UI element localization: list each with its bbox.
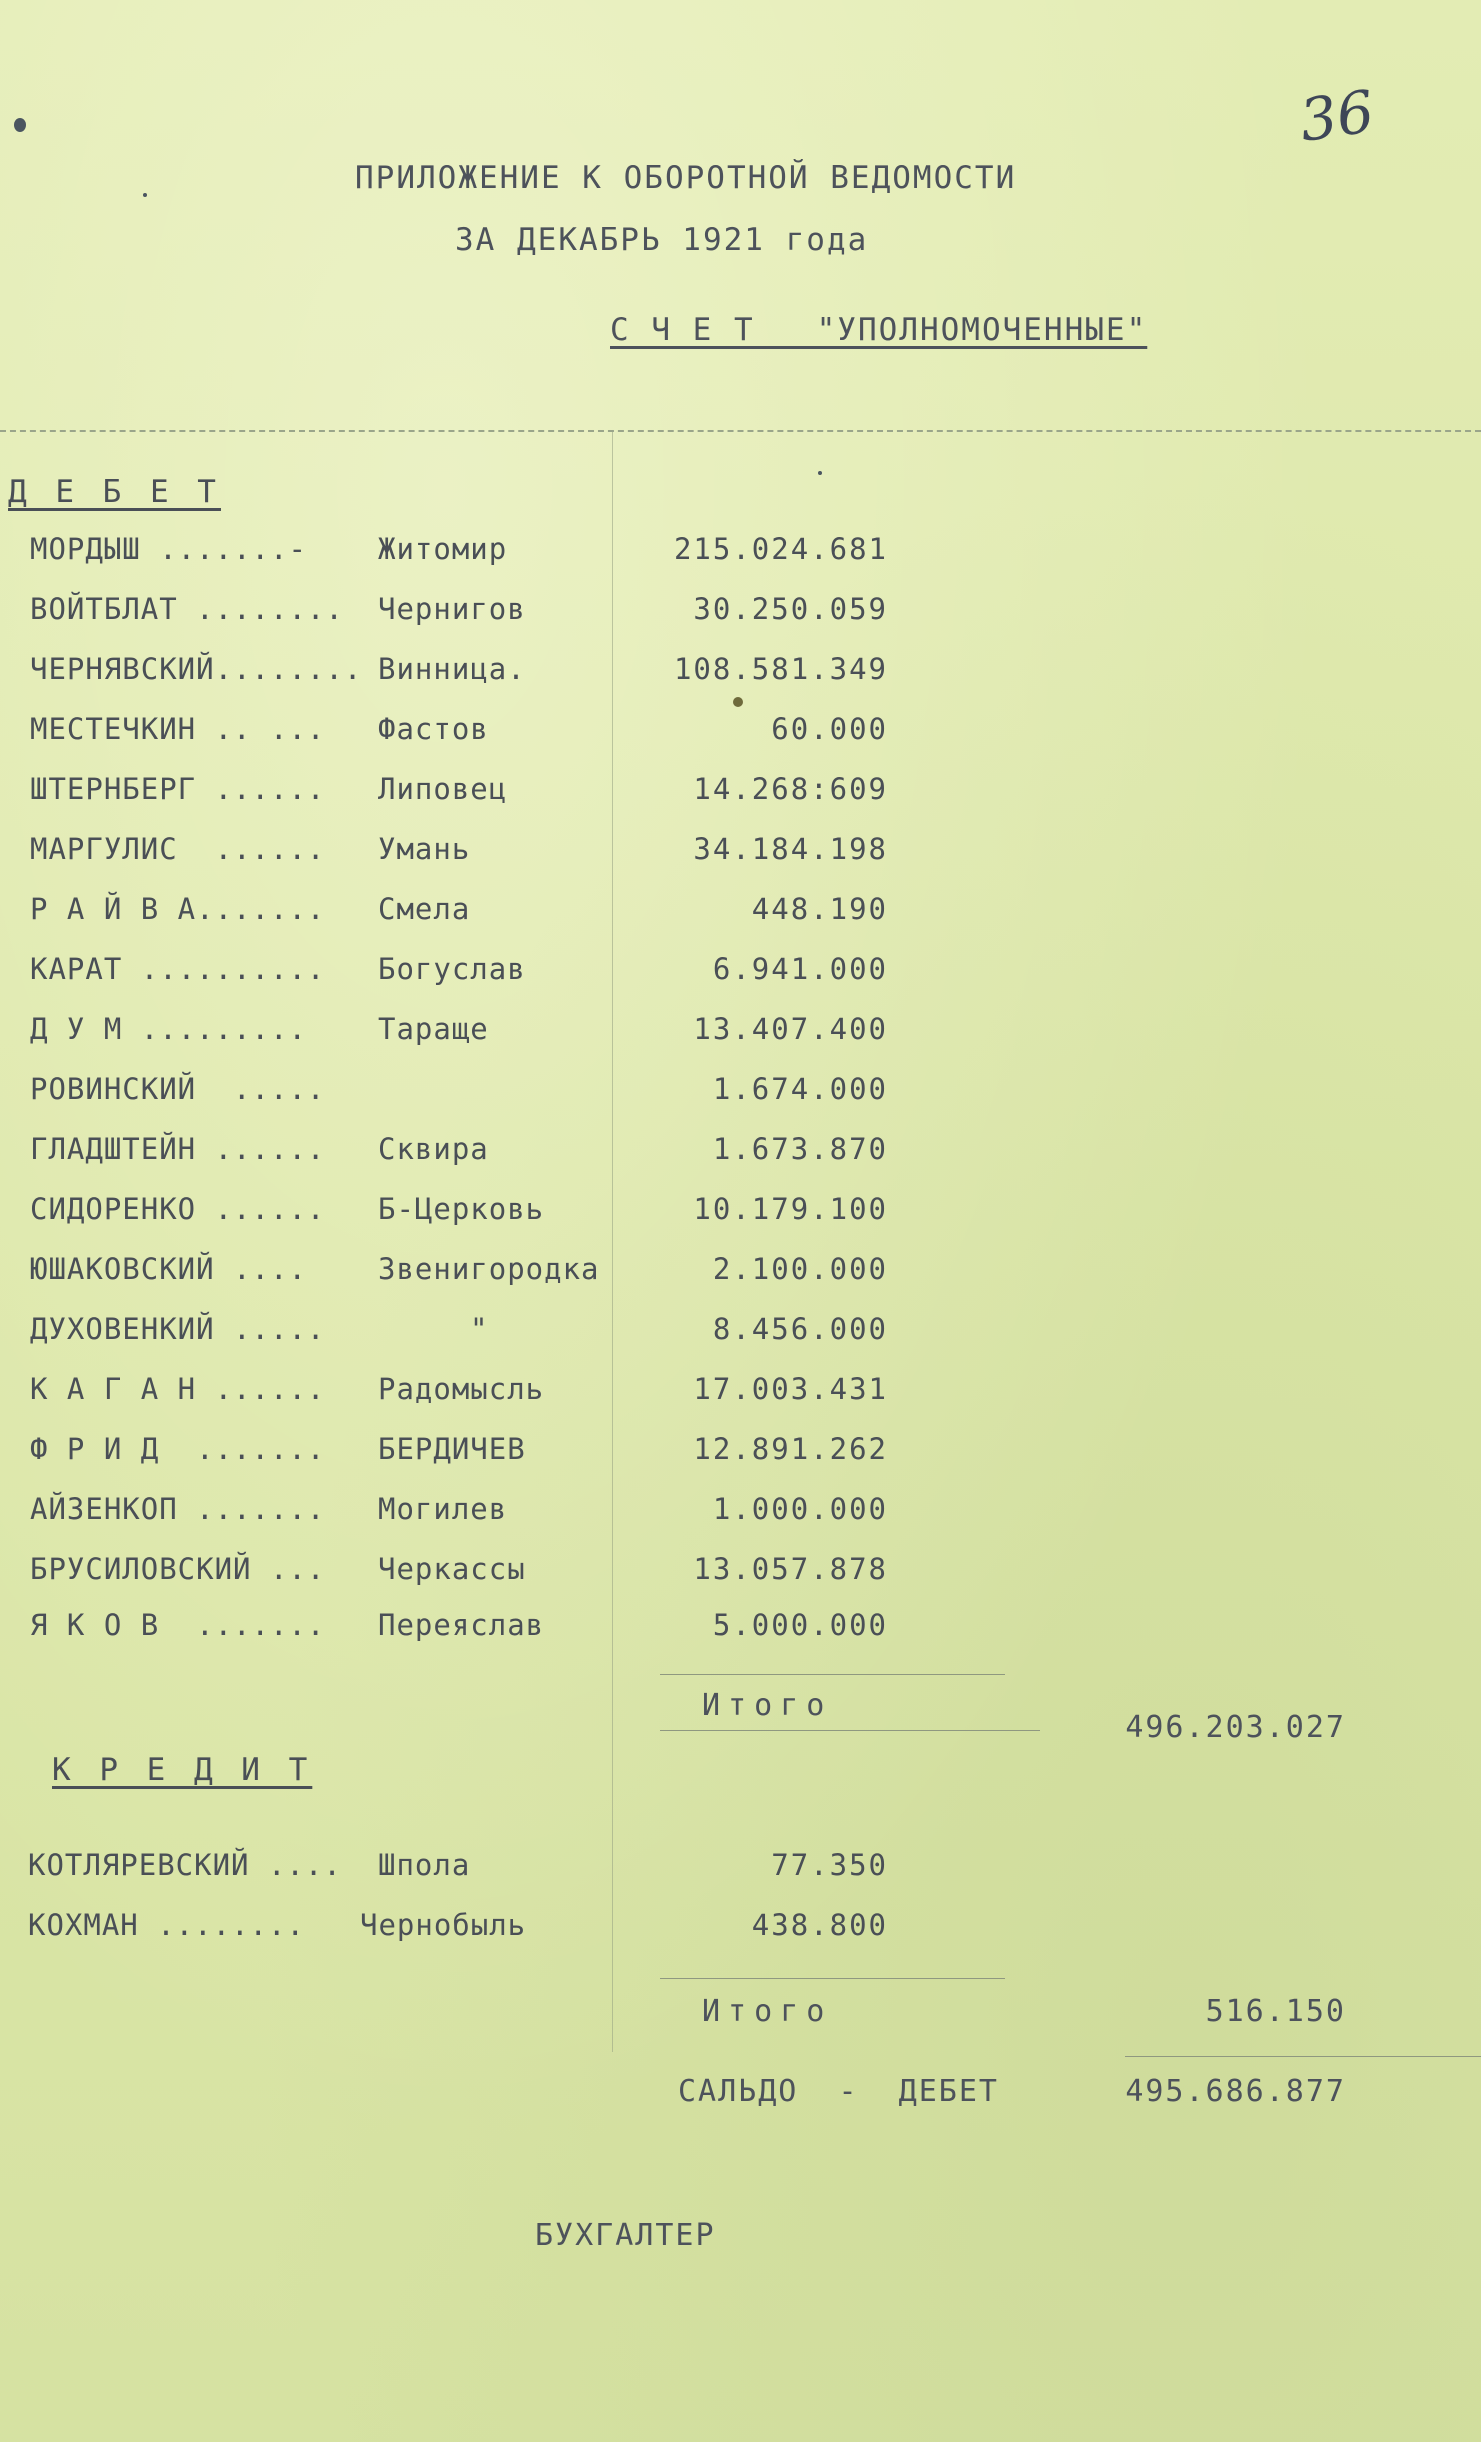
row-leader: .... bbox=[214, 1252, 307, 1286]
debit-row bbox=[0, 772, 1481, 812]
row-leader: ........ bbox=[214, 652, 363, 686]
credit-row bbox=[0, 1908, 1481, 1948]
debit-row bbox=[0, 1432, 1481, 1472]
row-name: БРУСИЛОВСКИЙ bbox=[30, 1552, 252, 1586]
row-city: Смела bbox=[378, 892, 471, 926]
row-name: КОТЛЯРЕВСКИЙ bbox=[28, 1848, 250, 1882]
ink-speck bbox=[733, 697, 743, 707]
credit-total-amount: 516.150 bbox=[1205, 1994, 1346, 2029]
row-leader: ...... bbox=[196, 1132, 326, 1166]
row-city: Чернобыль bbox=[360, 1908, 527, 1942]
row-leader: ........ bbox=[138, 1908, 305, 1942]
debit-row bbox=[0, 1192, 1481, 1232]
row-amount: 8.456.000 bbox=[712, 1312, 888, 1346]
row-name: ШТЕРНБЕРГ bbox=[30, 772, 197, 806]
row-amount: 60.000 bbox=[771, 712, 888, 746]
debit-row bbox=[0, 1012, 1481, 1052]
row-leader: .. ... bbox=[196, 712, 326, 746]
row-amount: 448.190 bbox=[751, 892, 888, 926]
row-name: К А Г А Н bbox=[30, 1372, 197, 1406]
debit-row bbox=[0, 832, 1481, 872]
page-number: 36 bbox=[1295, 77, 1379, 155]
row-leader: .......... bbox=[122, 952, 326, 986]
row-amount: 10.179.100 bbox=[693, 1192, 888, 1226]
row-amount: 215.024.681 bbox=[673, 532, 888, 566]
row-name: МЕСТЕЧКИН bbox=[30, 712, 197, 746]
row-amount: 17.003.431 bbox=[693, 1372, 888, 1406]
row-city: Сквира bbox=[378, 1132, 489, 1166]
row-name: ГЛАДШТЕЙН bbox=[30, 1132, 197, 1166]
saldo-label: САЛЬДО - ДЕБЕТ bbox=[678, 2074, 999, 2109]
row-leader: ........ bbox=[177, 592, 344, 626]
row-leader: ...... bbox=[196, 1192, 326, 1226]
row-amount: 12.891.262 bbox=[693, 1432, 888, 1466]
row-amount: 438.800 bbox=[751, 1908, 888, 1942]
subtotal-rule bbox=[660, 1978, 1005, 1979]
ink-speck bbox=[143, 193, 147, 197]
row-city: Житомир bbox=[378, 532, 508, 566]
debit-row bbox=[0, 592, 1481, 632]
credit-title: К Р Е Д И Т bbox=[52, 1752, 313, 1788]
row-name: СИДОРЕНКО bbox=[30, 1192, 197, 1226]
ink-speck bbox=[14, 118, 26, 132]
row-leader: ...... bbox=[196, 772, 326, 806]
row-name: МАРГУЛИС bbox=[30, 832, 178, 866]
debit-row bbox=[0, 1492, 1481, 1532]
row-name: ЧЕРНЯВСКИЙ bbox=[30, 652, 215, 686]
row-amount: 2.100.000 bbox=[712, 1252, 888, 1286]
row-name: Ф Р И Д bbox=[30, 1432, 160, 1466]
row-leader: .......- bbox=[140, 532, 307, 566]
ink-speck bbox=[818, 471, 822, 475]
row-leader: ...... bbox=[196, 1372, 326, 1406]
debit-total-label: Итого bbox=[702, 1688, 833, 1723]
row-amount: 1.673.870 bbox=[712, 1132, 888, 1166]
document-title: ПРИЛОЖЕНИЕ К ОБОРОТНОЙ ВЕДОМОСТИ bbox=[355, 160, 1017, 196]
saldo-rule bbox=[1125, 2056, 1481, 2057]
row-city: БЕРДИЧЕВ bbox=[378, 1432, 526, 1466]
credit-total-label: Итого bbox=[702, 1994, 833, 2029]
row-amount: 1.000.000 bbox=[712, 1492, 888, 1526]
row-name: АЙЗЕНКОП bbox=[30, 1492, 178, 1526]
row-amount: 108.581.349 bbox=[673, 652, 888, 686]
row-name: ДУХОВЕНКИЙ bbox=[30, 1312, 215, 1346]
row-amount: 5.000.000 bbox=[712, 1608, 888, 1642]
row-name: КОХМАН bbox=[28, 1908, 139, 1942]
row-leader: ...... bbox=[177, 832, 326, 866]
row-city: Переяслав bbox=[378, 1608, 545, 1642]
row-leader: ..... bbox=[214, 1312, 326, 1346]
row-city: Радомысль bbox=[378, 1372, 545, 1406]
debit-title: Д Е Б Е Т bbox=[8, 474, 221, 510]
debit-row bbox=[0, 892, 1481, 932]
row-city: " bbox=[470, 1312, 489, 1346]
row-city: Могилев bbox=[378, 1492, 508, 1526]
document-period: ЗА ДЕКАБРЬ 1921 года bbox=[455, 222, 869, 258]
row-amount: 14.268:609 bbox=[693, 772, 888, 806]
row-city: Богуслав bbox=[378, 952, 526, 986]
accountant-signature-label: БУХГАЛТЕР bbox=[535, 2218, 716, 2253]
row-leader: .... bbox=[249, 1848, 342, 1882]
debit-row bbox=[0, 1252, 1481, 1292]
row-city: Фастов bbox=[378, 712, 489, 746]
row-city: Б-Церковь bbox=[378, 1192, 545, 1226]
row-city: Липовец bbox=[378, 772, 508, 806]
row-leader: ..... bbox=[196, 1072, 326, 1106]
subtotal-rule bbox=[660, 1674, 1005, 1675]
row-city: Черкассы bbox=[378, 1552, 526, 1586]
row-city: Таращe bbox=[378, 1012, 489, 1046]
row-leader: ....... bbox=[159, 1608, 326, 1642]
row-city: Чернигов bbox=[378, 592, 526, 626]
debit-row bbox=[0, 532, 1481, 572]
row-city: Шпола bbox=[378, 1848, 471, 1882]
row-name: Я К О В bbox=[30, 1608, 160, 1642]
row-name: МОРДЫШ bbox=[30, 532, 141, 566]
credit-row bbox=[0, 1848, 1481, 1888]
row-name: Р А Й В А bbox=[30, 892, 197, 926]
row-city: Звенигородка bbox=[378, 1252, 600, 1286]
row-name: КАРАТ bbox=[30, 952, 123, 986]
row-name: Д У М bbox=[30, 1012, 123, 1046]
row-city: Умань bbox=[378, 832, 471, 866]
account-title: С Ч Е Т "УПОЛНОМОЧЕННЫЕ" bbox=[610, 312, 1148, 348]
row-amount: 13.407.400 bbox=[693, 1012, 888, 1046]
debit-row bbox=[0, 1372, 1481, 1412]
divider-line bbox=[0, 430, 1481, 432]
debit-row bbox=[0, 712, 1481, 752]
row-amount: 77.350 bbox=[771, 1848, 888, 1882]
row-leader: ....... bbox=[196, 892, 326, 926]
subtotal-rule bbox=[660, 1730, 1040, 1731]
row-leader: ......... bbox=[122, 1012, 307, 1046]
row-name: ЮШАКОВСКИЙ bbox=[30, 1252, 215, 1286]
row-amount: 1.674.000 bbox=[712, 1072, 888, 1106]
row-leader: ... bbox=[251, 1552, 326, 1586]
row-leader: ....... bbox=[177, 1492, 326, 1526]
debit-row bbox=[0, 1608, 1481, 1648]
debit-row bbox=[0, 1132, 1481, 1172]
row-name: ВОЙТБЛАТ bbox=[30, 592, 178, 626]
row-amount: 30.250.059 bbox=[693, 592, 888, 626]
row-amount: 13.057.878 bbox=[693, 1552, 888, 1586]
debit-row bbox=[0, 952, 1481, 992]
debit-row bbox=[0, 1312, 1481, 1352]
row-amount: 34.184.198 bbox=[693, 832, 888, 866]
row-leader: ....... bbox=[159, 1432, 326, 1466]
row-amount: 6.941.000 bbox=[712, 952, 888, 986]
row-name: РОВИНСКИЙ bbox=[30, 1072, 197, 1106]
debit-total-amount: 496.203.027 bbox=[1125, 1710, 1346, 1745]
row-city: Винница. bbox=[378, 652, 526, 686]
debit-row bbox=[0, 1552, 1481, 1592]
debit-row bbox=[0, 652, 1481, 692]
saldo-amount: 495.686.877 bbox=[1125, 2074, 1346, 2109]
debit-row bbox=[0, 1072, 1481, 1112]
